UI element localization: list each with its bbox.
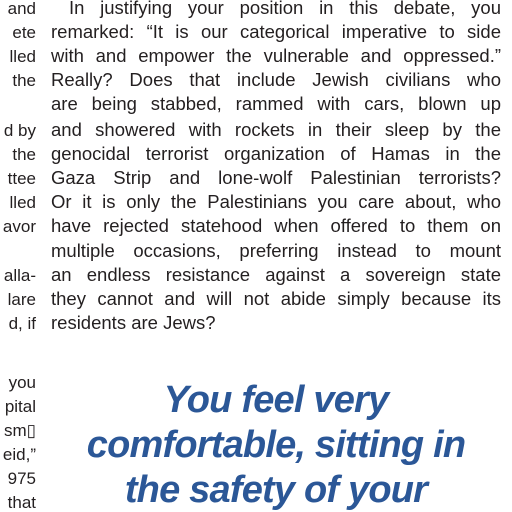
paragraph-line: Really? Does that include Jewish civilians who <box>51 69 501 90</box>
left-column-line: d, if <box>8 314 36 333</box>
paragraph-line: they cannot and will not abide simply because its <box>51 288 501 309</box>
paragraph-line: residents are Jews? <box>51 312 216 333</box>
paragraph-line: have rejected statehood when offered to them on <box>51 215 501 236</box>
paragraph-line: genocidal terrorist organization of Hamas in the <box>51 143 501 164</box>
left-column-line: that <box>7 493 36 512</box>
left-column-line: 975 <box>7 469 36 488</box>
pull-quote-line: the safety of your <box>124 469 428 511</box>
left-column-line: you <box>8 373 36 392</box>
left-column-line: the <box>12 145 36 164</box>
paragraph-line: with and empower the vulnerable and oppressed.” <box>51 45 501 66</box>
pull-quote-line: You feel very <box>163 379 389 421</box>
left-column-line: the <box>12 71 36 90</box>
left-column-line: sm▯ <box>3 421 36 440</box>
paragraph-line: an endless resistance against a sovereign state <box>51 264 501 285</box>
left-column-line: pital <box>4 397 36 416</box>
paragraph-line: remarked: “It is our categorical imperative to side <box>51 21 501 42</box>
left-column-line: and <box>7 0 36 18</box>
left-column-clipped-text <box>0 0 36 512</box>
paragraph-line: Or it is only the Palestinians you care about, who <box>51 191 501 212</box>
left-column-line: alla- <box>3 266 36 285</box>
left-column-line: ttee <box>7 169 36 188</box>
paragraph-line: and showered with rockets in their sleep by the <box>51 119 501 140</box>
left-column-line: ete <box>12 23 36 42</box>
paragraph-line: Gaza Strip and lone-wolf Palestinian terrorists? <box>51 167 501 188</box>
left-column-line: lled <box>9 47 36 66</box>
left-column-line: d by <box>3 121 36 140</box>
pull-quote-line: comfortable, sitting in <box>86 424 466 466</box>
paragraph-line: In justifying your position in this debate, you <box>69 0 501 18</box>
left-column-line: avor <box>2 217 36 236</box>
left-column-line: lare <box>7 290 36 309</box>
paragraph-line: are being stabbed, rammed with cars, blown up <box>51 93 501 114</box>
left-column-line: eid,” <box>2 445 36 464</box>
left-column-line: lled <box>9 193 36 212</box>
paragraph-line: multiple occasions, preferring instead to mount <box>51 240 501 261</box>
